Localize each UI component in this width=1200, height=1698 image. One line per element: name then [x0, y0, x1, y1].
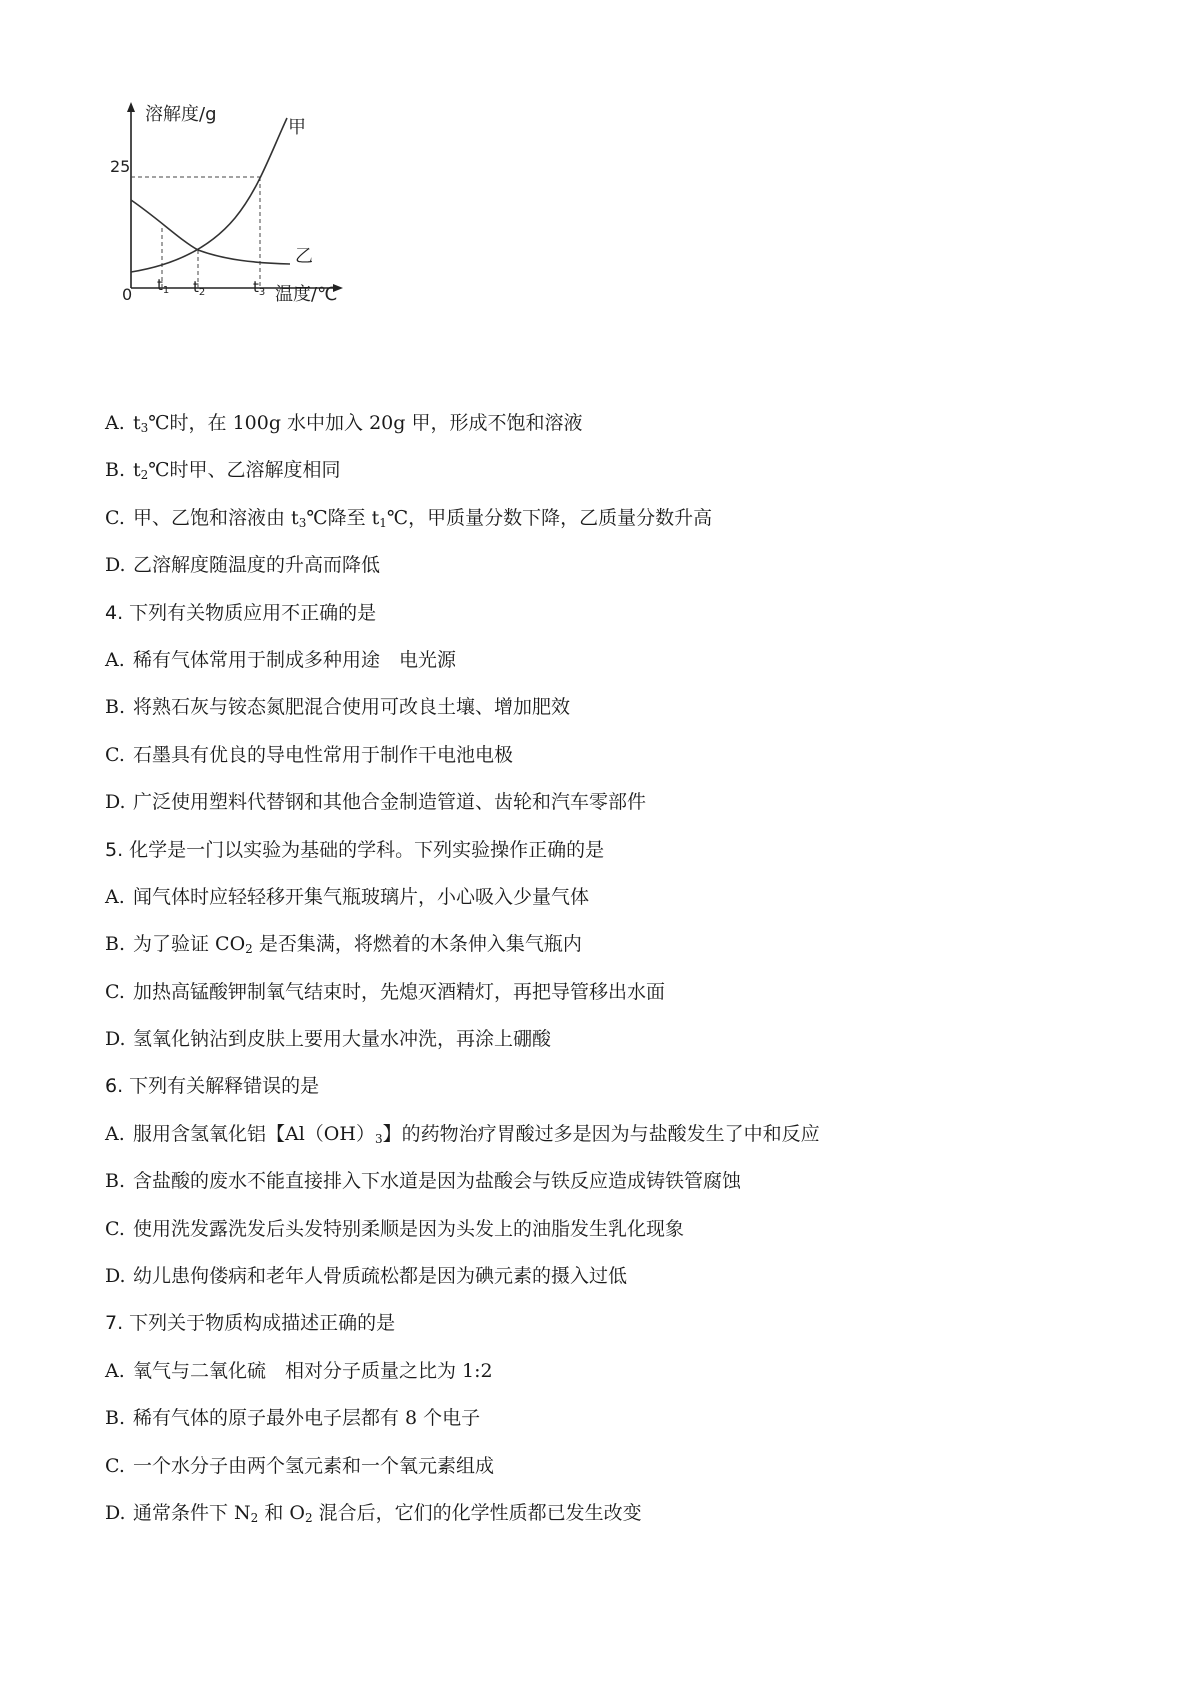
line-text: 闻气体时应轻轻移开集气瓶玻璃片，小心吸入少量气体	[133, 885, 590, 908]
answer-option	[105, 495, 1165, 542]
answer-option	[105, 1016, 1165, 1063]
line-text: 广泛使用塑料代替钢和其他合金制造管道、齿轮和汽车零部件	[133, 791, 647, 814]
option-letter: D.	[105, 1265, 126, 1288]
x-tick-t2: $t_2$	[193, 278, 206, 298]
line-text: ℃时甲、乙溶解度相同	[148, 459, 341, 482]
option-letter: D.	[105, 791, 126, 814]
line-text: 含盐酸的废水不能直接排入下水道是因为盐酸会与铁反应造成铸铁管腐蚀	[133, 1170, 742, 1193]
answer-option	[105, 400, 1165, 447]
answer-option	[105, 637, 1165, 684]
question-lines	[105, 400, 1165, 1537]
line-text: 加热高锰酸钾制氧气结束时，先熄灭酒精灯，再把导管移出水面	[133, 980, 666, 1003]
answer-option	[105, 969, 1165, 1016]
option-letter: D.	[105, 554, 126, 577]
option-letter: C.	[105, 1217, 125, 1240]
option-letter: B.	[105, 1407, 126, 1430]
line-text: ℃，甲质量分数下降，乙质量分数升高	[386, 506, 713, 529]
option-letter: C.	[105, 980, 125, 1003]
line-text: 4. 下列有关物质应用不正确的是	[105, 601, 377, 624]
line-text: 6. 下列有关解释错误的是	[105, 1075, 320, 1098]
line-text: 石墨具有优良的导电性常用于制作干电池电极	[133, 743, 514, 766]
answer-option	[105, 1348, 1165, 1395]
answer-option	[105, 1111, 1165, 1158]
answer-option	[105, 732, 1165, 779]
question-stem	[105, 1063, 1165, 1110]
line-text: 氢氧化钠沾到皮肤上要用大量水冲洗，再涂上硼酸	[133, 1028, 552, 1051]
line-text: 和 O	[258, 1501, 305, 1524]
solubility-graph	[100, 100, 380, 340]
option-letter: A.	[105, 412, 125, 434]
y-tick-25: 25	[110, 157, 131, 176]
subscript: 2	[140, 468, 149, 483]
y-axis-arrow-icon	[127, 102, 135, 112]
subscript: 3	[140, 421, 149, 435]
option-letter: B.	[105, 1170, 126, 1193]
line-text: 通常条件下 N	[133, 1501, 251, 1524]
curve-label-jia: 甲	[288, 117, 306, 138]
x-tick-t3: $t_3$	[253, 278, 266, 298]
question-stem	[105, 590, 1165, 637]
line-text: 5. 化学是一门以实验为基础的学科。下列实验操作正确的是	[105, 838, 605, 861]
line-text: 稀有气体的原子最外电子层都有 8 个电子	[133, 1407, 481, 1430]
answer-option	[105, 1395, 1165, 1442]
line-text: 】的药物治疗胃酸过多是因为与盐酸发生了中和反应	[382, 1122, 820, 1145]
subscript: 3	[374, 1131, 383, 1146]
line-text: 一个水分子由两个氢元素和一个氧元素组成	[133, 1454, 495, 1477]
answer-option	[105, 1253, 1165, 1300]
x-tick-t1: $t_1$	[157, 276, 170, 296]
question-stem	[105, 827, 1165, 874]
line-text: 使用洗发露洗发后头发特别柔顺是因为头发上的油脂发生乳化现象	[133, 1217, 685, 1240]
question-stem	[105, 1300, 1165, 1347]
option-letter: B.	[105, 933, 126, 956]
subscript: 2	[245, 942, 253, 957]
line-text: 为了验证 CO	[133, 933, 246, 956]
answer-option	[105, 447, 1165, 494]
line-text: 乙溶解度随温度的升高而降低	[133, 554, 381, 577]
line-text: t	[133, 459, 141, 482]
answer-option	[105, 684, 1165, 731]
line-text: 幼儿患佝偻病和老年人骨质疏松都是因为碘元素的摄入过低	[133, 1265, 628, 1288]
option-letter: C.	[105, 506, 125, 529]
line-text: ℃时，在 100g 水中加入 20g 甲，形成不饱和溶液	[148, 412, 583, 434]
line-text: t	[133, 412, 141, 434]
curve-yi	[131, 200, 290, 264]
curve-label-yi: 乙	[295, 246, 313, 267]
line-text: ℃降至 t	[306, 506, 380, 529]
line-text: 混合后，它们的化学性质都已发生改变	[312, 1501, 642, 1524]
subscript: 2	[250, 1510, 259, 1525]
option-letter: D.	[105, 1501, 126, 1524]
option-letter: B.	[105, 459, 126, 482]
curve-jia	[131, 118, 287, 272]
line-text: 甲、乙饱和溶液由 t	[133, 506, 299, 529]
line-text: 服用含氢氧化铝【Al（OH）	[133, 1122, 375, 1145]
option-letter: D.	[105, 1028, 126, 1051]
y-axis-label: 溶解度/g	[145, 104, 217, 125]
answer-option	[105, 1443, 1165, 1490]
answer-option	[105, 779, 1165, 826]
option-letter: A.	[105, 648, 125, 671]
answer-option	[105, 1490, 1165, 1537]
line-text: 将熟石灰与铵态氮肥混合使用可改良土壤、增加肥效	[133, 696, 571, 719]
subscript: 1	[379, 515, 387, 530]
option-letter: A.	[105, 1359, 125, 1382]
answer-option	[105, 542, 1165, 589]
answer-option	[105, 1206, 1165, 1253]
answer-option	[105, 1158, 1165, 1205]
option-letter: B.	[105, 696, 126, 719]
x-axis-label: 温度/℃	[275, 284, 338, 305]
origin-label: 0	[122, 285, 133, 304]
subscript: 3	[298, 515, 307, 530]
option-letter: C.	[105, 1454, 125, 1477]
option-letter: A.	[105, 885, 125, 908]
answer-option	[105, 874, 1165, 921]
subscript: 2	[304, 1510, 313, 1525]
line-text: 氧气与二氧化硫 相对分子质量之比为 1:2	[133, 1359, 493, 1382]
line-text: 7. 下列关于物质构成描述正确的是	[105, 1312, 396, 1335]
option-letter: A.	[105, 1122, 125, 1145]
line-text: 稀有气体常用于制成多种用途 电光源	[133, 648, 457, 671]
option-letter: C.	[105, 743, 125, 766]
answer-option	[105, 921, 1165, 968]
line-text: 是否集满，将燃着的木条伸入集气瓶内	[252, 933, 582, 956]
